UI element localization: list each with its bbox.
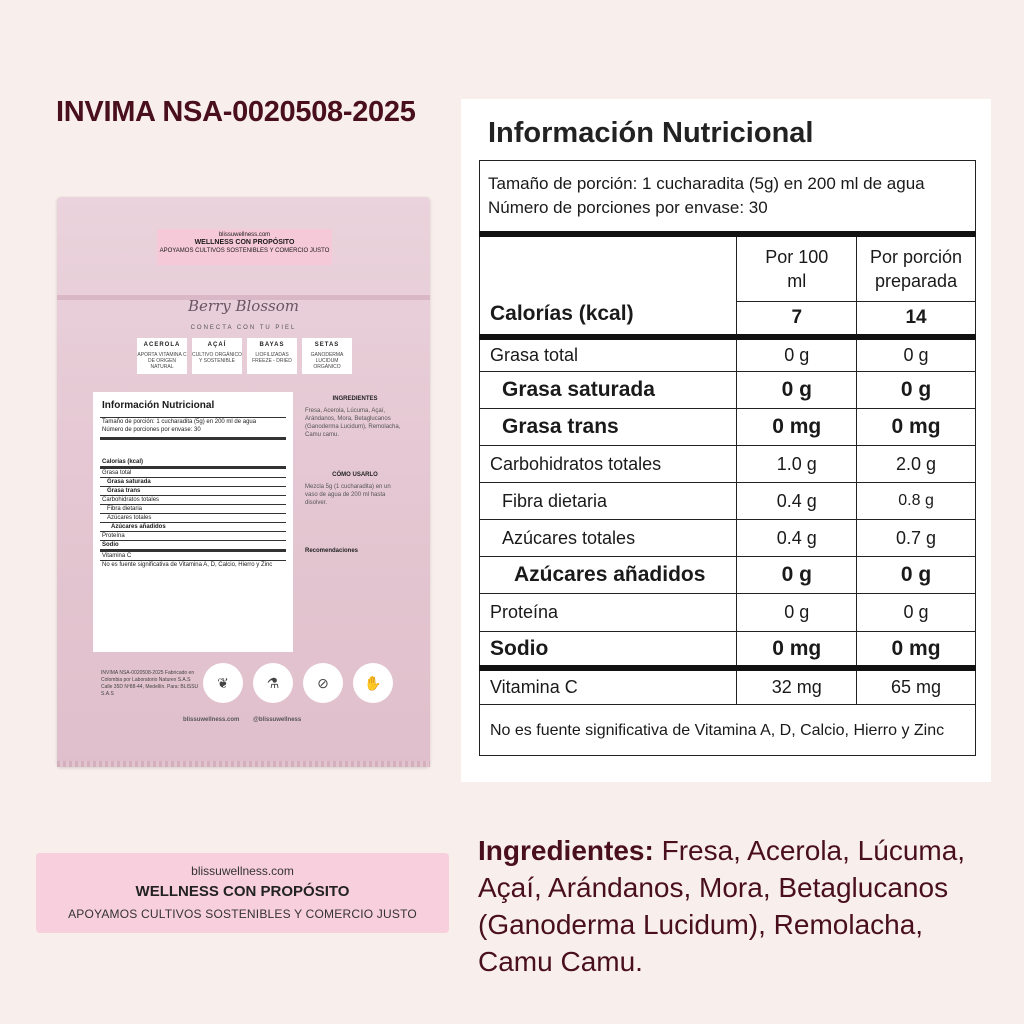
table-row: Carbohidratos totales 1.0 g 2.0 g bbox=[480, 446, 976, 483]
table-row: Azúcares añadidos 0 g 0 g bbox=[480, 557, 976, 594]
pouch-maker-info: INVIMA NSA-0020508-2025 Fabricado en Colombia por Laboratorio Naturex S.A.S Calle 35D Nº88-44, Medellín. Para: BLISSU S.A.S bbox=[101, 670, 199, 697]
pouch-how-to-use: CÓMO USARLO Mezcla 5g (1 cucharadita) en un vaso de agua de 200 ml hasta disolver. Recomendaciones bbox=[305, 471, 405, 559]
calories-label: Calorías (kcal) bbox=[480, 234, 737, 337]
column-header-row bbox=[480, 234, 976, 302]
table-row: Fibra dietaria 0.4 g 0.8 g bbox=[480, 483, 976, 520]
column-per-portion: Por porción preparada bbox=[857, 234, 976, 302]
footnote-row bbox=[480, 705, 976, 756]
calories-per-100ml: 7 bbox=[737, 302, 857, 338]
table-row: Azúcares totales 0.4 g 0.7 g bbox=[480, 520, 976, 557]
banner-subtitle: APOYAMOS CULTIVOS SOSTENIBLES Y COMERCIO JUSTO bbox=[68, 907, 417, 921]
pouch-card: SETAS GANODERMA LUCIDUM ORGÁNICO bbox=[302, 338, 352, 374]
table-row: Proteína 0 g 0 g bbox=[480, 594, 976, 632]
pouch-card: ACEROLA APORTA VITAMINA C DE ORIGEN NATURAL bbox=[137, 338, 187, 374]
pouch-reco-title: Recomendaciones bbox=[305, 548, 359, 554]
column-per-100ml: Por 100 ml bbox=[737, 234, 857, 302]
banner-title: WELLNESS CON PROPÓSITO bbox=[135, 883, 350, 900]
no-artificial-badge-icon: ⚗ bbox=[253, 663, 293, 703]
pouch-ingredients-title: INGREDIENTES bbox=[332, 396, 378, 402]
calories-per-portion: 14 bbox=[857, 302, 976, 338]
pouch-band-title: WELLNESS CON PROPÓSITO bbox=[194, 239, 295, 246]
pouch-url: blissuwellness.com bbox=[218, 232, 271, 238]
pouch-card: AÇAÍ CULTIVO ORGÁNICO Y SOSTENIBLE bbox=[192, 338, 242, 374]
pouch-badges bbox=[203, 663, 393, 703]
pouch-band-subtitle: APOYAMOS CULTIVOS SOSTENIBLES Y COMERCIO JUSTO bbox=[159, 248, 330, 254]
nutrition-footnote: No es fuente significativa de Vitamina A, D, Calcio, Hierro y Zinc bbox=[480, 705, 976, 756]
pouch-card: BAYAS LIOFILIZADAS FREEZE - DRIED bbox=[247, 338, 297, 374]
wellness-banner bbox=[36, 853, 449, 933]
sugar-free-badge-icon: ⊘ bbox=[303, 663, 343, 703]
vegan-badge-icon: ❦ bbox=[203, 663, 243, 703]
ingredients-label: Ingredientes: bbox=[478, 835, 654, 866]
banner-url: blissuwellness.com bbox=[191, 864, 294, 878]
pouch-brand-logo: Berry Blossom bbox=[188, 297, 299, 315]
nutrition-panel bbox=[461, 99, 991, 782]
table-row: Grasa total 0 g 0 g bbox=[480, 337, 976, 372]
pouch-label-title: Información Nutricional bbox=[102, 400, 215, 411]
ingredients-text bbox=[478, 832, 988, 980]
table-row: Sodio 0 mg 0 mg bbox=[480, 632, 976, 669]
registration-number: INVIMA NSA-0020508-2025 bbox=[56, 96, 416, 128]
natural-ingredients-badge-icon: ✋ bbox=[353, 663, 393, 703]
product-pouch-image bbox=[57, 197, 430, 767]
serving-info-row bbox=[480, 161, 976, 235]
pouch-nutrition-label: Información Nutricional Tamaño de porción: 1 cucharadita (5g) en 200 ml de agua Número de porciones por envase: 30 Calorías (kcal) Grasa total Grasa saturada Grasa trans Carbohidratos totales Fibra dietaria Azúcares totales Azúcares añadidos Proteína Sodio Vitamina C No es fuente significativa de Vitamina A, D, Calcio, Hierro y Zinc bbox=[93, 392, 293, 652]
pouch-how-title: CÓMO USARLO bbox=[332, 472, 378, 478]
pouch-tagline: CONECTA CON TU PIEL bbox=[190, 325, 297, 331]
pouch-band bbox=[157, 229, 332, 265]
nutrition-title: Información Nutricional bbox=[488, 117, 814, 149]
pouch-seal bbox=[57, 761, 430, 767]
table-row: Grasa saturada 0 g 0 g bbox=[480, 372, 976, 409]
pouch-ingredients: INGREDIENTES Fresa, Acerola, Lúcuma, Açaí, Arándanos, Mora, Betaglucanos (Ganoderma Lucidum), Remolacha, Camu camu. bbox=[305, 395, 405, 439]
servings-per-package: Número de porciones por envase: 30 bbox=[488, 198, 768, 217]
serving-size: Tamaño de porción: 1 cucharadita (5g) en 200 ml de agua bbox=[488, 174, 925, 193]
table-row: Vitamina C 32 mg 65 mg bbox=[480, 668, 976, 705]
pouch-social: blissuwellness.com @blissuwellness bbox=[183, 717, 302, 723]
pouch-feature-cards bbox=[137, 338, 352, 374]
table-row: Grasa trans 0 mg 0 mg bbox=[480, 409, 976, 446]
nutrition-table bbox=[479, 160, 976, 756]
ingredients-list: Fresa, Acerola, Lúcuma, Açaí, Arándanos, Mora, Betaglucanos (Ganoderma Lucidum), Remolacha, Camu Camu. bbox=[478, 835, 966, 977]
